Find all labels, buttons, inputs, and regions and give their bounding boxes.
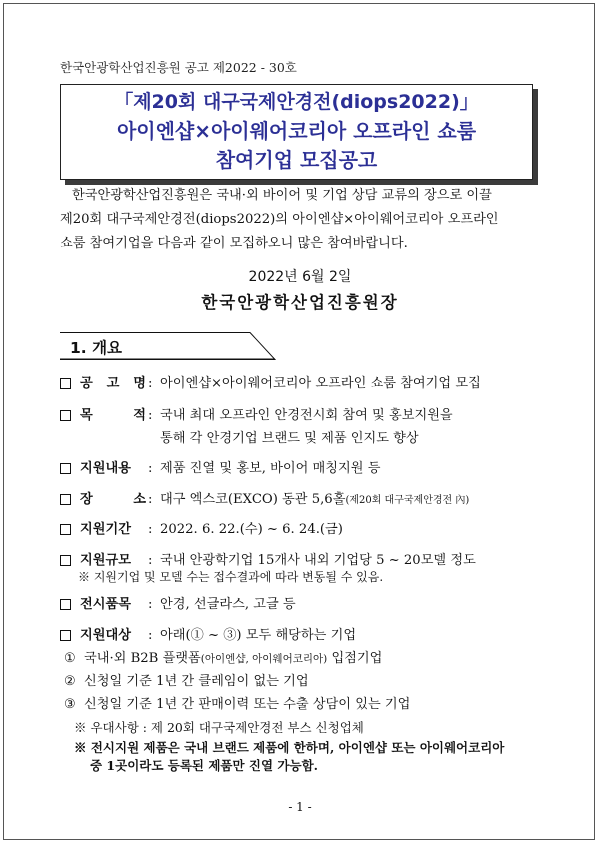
items-value: 안경, 선글라스, 고글 등	[160, 597, 296, 612]
warning-note	[74, 739, 544, 775]
announcement-value: 아이엔샵×아이웨어코리아 오프라인 쇼룸 참여기업 모집	[160, 376, 481, 391]
venue-label: 장 소	[80, 492, 146, 507]
checkbox-square-icon	[60, 599, 71, 610]
criteria-item-1	[64, 648, 382, 670]
announcement-label: 공 고 명	[80, 376, 146, 391]
period-value: 2022. 6. 22.(수) ~ 6. 24.(금)	[160, 522, 343, 537]
colon: :	[148, 522, 153, 537]
checkbox-square-icon	[60, 630, 71, 641]
criteria-item-3	[64, 694, 410, 716]
support-value: 제품 진열 및 홍보, 바이어 매칭지원 등	[160, 461, 381, 476]
criteria-platforms: (아이엔샵, 아이웨어코리아)	[200, 653, 328, 665]
intro-line-1: 한국안광학산업진흥원은 국내·외 바이어 및 기업 상담 교류의 장으로 이끌	[72, 188, 492, 203]
venue-note: (제20회 대구국제안경전 內)	[345, 495, 470, 506]
checkbox-square-icon	[60, 494, 71, 505]
purpose-value-2: 통해 각 안경기업 브랜드 및 제품 인지도 향상	[160, 431, 419, 446]
scale-note: ※ 지원기업 및 모델 수는 접수결과에 따라 변동될 수 있음.	[78, 570, 384, 584]
checkbox-square-icon	[60, 463, 71, 474]
colon: :	[148, 553, 153, 568]
criteria-number: ①	[64, 651, 76, 666]
colon: :	[148, 376, 153, 391]
organization-name: 한국안광학산업진흥원장	[201, 293, 399, 312]
preference-note: ※ 우대사항 : 제 20회 대구국제안경전 부스 신청업체	[74, 720, 364, 735]
purpose-value-1: 국내 최대 오프라인 안경전시회 참여 및 홍보지원을	[160, 408, 453, 423]
scale-label: 지원규모	[80, 553, 131, 568]
colon: :	[148, 408, 153, 423]
checkbox-square-icon	[60, 378, 71, 389]
checkbox-square-icon	[60, 524, 71, 535]
title-line-3: 참여기업 모집공고	[215, 148, 378, 172]
criteria-item-2	[64, 671, 309, 693]
colon: :	[148, 628, 153, 643]
target-value: 아래(① ~ ③) 모두 해당하는 기업	[160, 628, 357, 643]
warning-line-2: 중 1곳이라도 등록된 제품만 진열 가능함.	[90, 758, 319, 773]
checkbox-square-icon	[60, 410, 71, 421]
scale-value: 국내 안광학기업 15개사 내외 기업당 5 ~ 20모델 정도	[160, 553, 476, 568]
title-box	[60, 84, 533, 180]
checkbox-square-icon	[60, 555, 71, 566]
intro-paragraph	[60, 184, 540, 256]
criteria-tail: 입점기업	[327, 651, 383, 666]
notice-number: 한국안광학산업진흥원 공고 제2022 - 30호	[60, 60, 297, 75]
title-line-1: 「제20회 대구국제안경전(diops2022)」	[114, 91, 479, 113]
colon: :	[148, 461, 153, 476]
criteria-text: 국내·외 B2B 플랫폼	[84, 651, 201, 666]
criteria-text: 신청일 기준 1년 간 판매이력 또는 수출 상담이 있는 기업	[84, 697, 411, 712]
venue-value: 대구 엑스코(EXCO) 동관 5,6홀	[160, 492, 346, 507]
support-label: 지원내용	[80, 461, 131, 476]
title-line-2: 아이엔샵×아이웨어코리아 오프라인 쇼룸	[116, 119, 477, 143]
criteria-number: ②	[64, 674, 76, 689]
criteria-text: 신청일 기준 1년 간 클레임이 없는 기업	[84, 674, 309, 689]
criteria-number: ③	[64, 697, 76, 712]
purpose-label: 목 적	[80, 408, 146, 423]
section-title: 1. 개요	[70, 339, 123, 357]
intro-line-2: 제20회 대구국제안경전(diops2022)의 아이엔샵×아이웨어코리아 오프라인	[60, 212, 499, 227]
announcement-date: 2022년 6월 2일	[248, 269, 352, 285]
warning-line-1: ※ 전시지원 제품은 국내 브랜드 제품에 한하며, 아이엔샵 또는 아이웨어코리아	[74, 740, 505, 755]
target-label: 지원대상	[80, 628, 131, 643]
colon: :	[148, 597, 153, 612]
colon: :	[148, 492, 153, 507]
period-label: 지원기간	[80, 522, 131, 537]
page-number: - 1 -	[288, 800, 312, 814]
intro-line-3: 쇼룸 참여기업을 다음과 같이 모집하오니 많은 참여바랍니다.	[60, 236, 408, 251]
items-label: 전시품목	[80, 597, 131, 612]
section-heading	[60, 332, 276, 360]
